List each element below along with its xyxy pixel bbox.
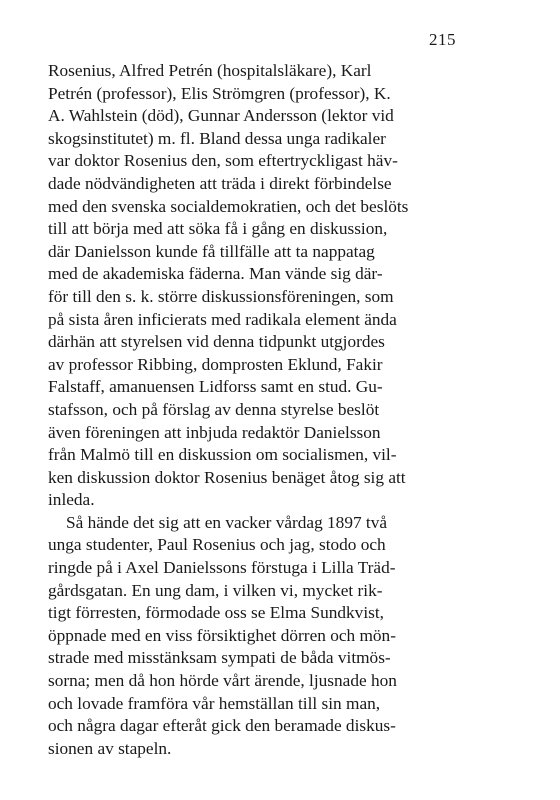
text-line: dade nödvändigheten att träda i direkt förbindelse <box>48 173 392 193</box>
text-line: A. Wahlstein (död), Gunnar Andersson (lektor vid <box>48 106 394 126</box>
text-line: från Malmö till en diskussion om socialismen, vil- <box>48 445 397 465</box>
text-line: ken diskussion doktor Rosenius benäget åtog sig att <box>48 467 406 487</box>
text-line: Petrén (professor), Elis Strömgren (professor), K. <box>48 83 391 103</box>
text-line: även föreningen att inbjuda redaktör Danielsson <box>48 422 381 442</box>
text-line: med de akademiska fäderna. Man vände sig där- <box>48 264 383 284</box>
text-line: var doktor Rosenius den, som eftertryckligast häv- <box>48 151 398 171</box>
text-line: unga studenter, Paul Rosenius och jag, stodo och <box>48 535 386 555</box>
text-line: av professor Ribbing, domprosten Eklund, Fakir <box>48 354 383 374</box>
text-line: öppnade med en viss försiktighet dörren och mön- <box>48 625 396 645</box>
text-line: inleda. <box>48 490 95 510</box>
text-line: och lovade framföra vår hemställan till sin man, <box>48 693 381 713</box>
text-line: sorna; men då hon hörde vårt ärende, ljusnade hon <box>48 671 397 691</box>
text-line: gårdsgatan. En ung dam, i vilken vi, mycket rik- <box>48 580 383 600</box>
text-line: med den svenska socialdemokratien, och det beslöts <box>48 196 409 216</box>
body-text <box>48 60 458 760</box>
text-line: sionen av stapeln. <box>48 738 172 758</box>
text-line: stafsson, och på förslag av denna styrelse beslöt <box>48 399 380 419</box>
text-line: skogsinstitutet) m. fl. Bland dessa unga radikaler <box>48 128 386 148</box>
text-line: Rosenius, Alfred Petrén (hospitalsläkare), Karl <box>48 61 372 80</box>
text-line: Så hände det sig att en vacker vårdag 1897 två <box>66 512 388 532</box>
text-line: tigt förresten, förmodade oss se Elma Sundkvist, <box>48 603 384 623</box>
text-line: och några dagar efteråt gick den beramade diskus- <box>48 716 396 736</box>
text-line: där Danielsson kunde få tillfälle att ta nappatag <box>48 241 375 261</box>
text-line: på sista åren inficierats med radikala element ända <box>48 309 397 329</box>
text-line: för till den s. k. större diskussionsföreningen, som <box>48 286 394 306</box>
text-line: Falstaff, amanuensen Lidforss samt en stud. Gu- <box>48 377 383 397</box>
page-number: 215 <box>429 30 456 49</box>
text-line: strade med misstänksam sympati de båda vitmös- <box>48 648 391 668</box>
text-line: ringde på i Axel Danielssons förstuga i Lilla Träd- <box>48 558 396 578</box>
text-line: till att börja med att söka få i gång en diskussion, <box>48 219 388 239</box>
text-line: därhän att styrelsen vid denna tidpunkt utgjordes <box>48 332 385 352</box>
